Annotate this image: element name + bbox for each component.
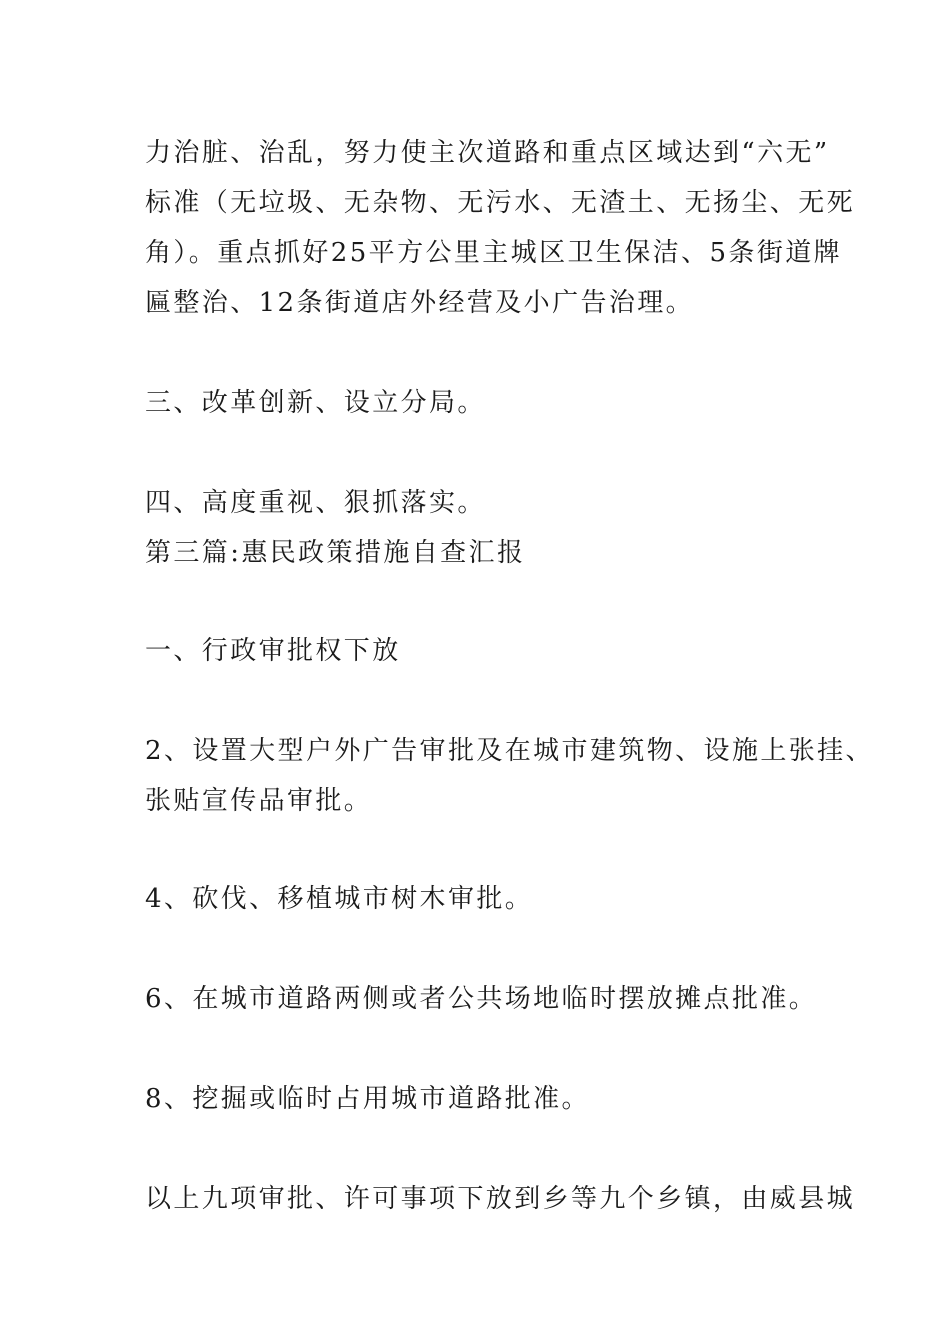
text-line: 标准（无垃圾、无杂物、无污水、无渣土、无扬尘、无死: [145, 188, 856, 218]
text-line: 角）。重点抓好25平方公里主城区卫生保洁、5条街道牌: [145, 238, 843, 268]
text-line: 力治脏、治乱，努力使主次道路和重点区域达到“六无”: [145, 138, 830, 168]
closing-paragraph-line: 以上九项审批、许可事项下放到乡等九个乡镇，由威县城: [145, 1184, 856, 1214]
list-item-street-stalls: 6、在城市道路两侧或者公共场地临时摆放摊点批准。: [145, 984, 818, 1014]
list-item-road-excavation: 8、挖掘或临时占用城市道路批准。: [145, 1084, 590, 1114]
text-line: 张贴宣传品审批。: [145, 786, 373, 816]
text-line: 2、设置大型户外广告审批及在城市建筑物、设施上张挂、: [145, 736, 874, 766]
text-line: 匾整治、12条街道店外经营及小广告治理。: [145, 288, 695, 318]
section-heading-approval-delegation: 一、行政审批权下放: [145, 636, 401, 666]
section-heading-reform: 三、改革创新、设立分局。: [145, 388, 486, 418]
section-heading-implementation: 四、高度重视、狠抓落实。: [145, 488, 486, 518]
article-title: 第三篇:惠民政策措施自查汇报: [145, 538, 526, 568]
list-item-tree-removal: 4、砍伐、移植城市树木审批。: [145, 884, 534, 914]
